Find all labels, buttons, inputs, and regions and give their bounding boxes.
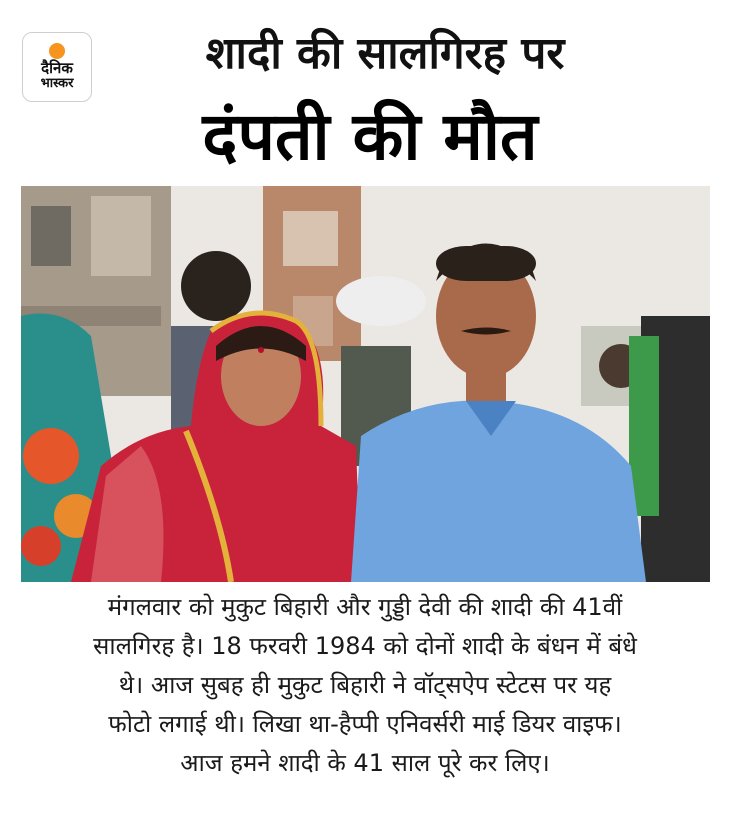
article-line: फोटो लगाई थी। लिखा था-हैप्पी एनिवर्सरी माई डियर वाइफ। xyxy=(108,710,622,738)
article-text xyxy=(30,588,700,783)
logo-text-line2: भास्कर xyxy=(40,76,74,91)
article-line: आज हमने शादी के 41 साल पूरे कर लिए। xyxy=(180,749,550,777)
logo-text-line1: दैनिक xyxy=(41,59,73,77)
headline-line2: दंपती की मौत xyxy=(202,98,538,175)
article-line: सालगिरह है। 18 फरवरी 1984 को दोनों शादी के बंधन में बंधे xyxy=(93,632,637,660)
couple-photo-illustration xyxy=(21,186,710,582)
headline-line1: शादी की सालगिरह पर xyxy=(205,28,565,79)
article-line: मंगलवार को मुकुट बिहारी और गुड्डी देवी की शादी की 41वीं xyxy=(107,593,623,621)
article-line: थे। आज सुबह ही मुकुट बिहारी ने वॉट्सऐप स्टेटस पर यह xyxy=(118,671,612,699)
couple-photo xyxy=(21,186,710,582)
